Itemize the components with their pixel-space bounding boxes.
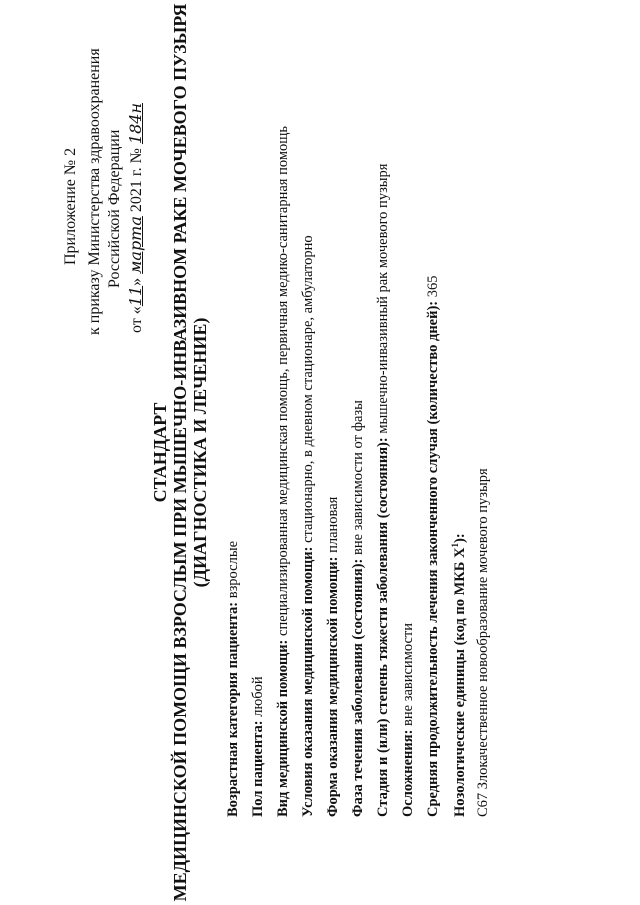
- field-label-end: ):: [451, 533, 468, 543]
- field-care-form: [325, 497, 342, 817]
- field-label: Вид медицинской помощи:: [275, 639, 291, 817]
- footnote-marker: 1: [450, 543, 460, 548]
- field-value: плановая: [325, 496, 341, 557]
- field-icd-code: [475, 468, 492, 817]
- field-nosological-units: [450, 533, 469, 817]
- field-label: Фаза течения заболевания (состояния):: [350, 558, 366, 817]
- field-complications: [400, 623, 417, 817]
- field-label: Средняя продолжительность лечения законченного случая (количество дней):: [425, 300, 441, 817]
- appendix-ministry-line: Российской Федерации: [106, 129, 123, 288]
- field-care-conditions: [300, 235, 317, 817]
- date-prefix: от «: [128, 306, 145, 333]
- field-value: вне зависимости от фазы: [350, 400, 366, 559]
- field-treatment-duration: [425, 276, 442, 818]
- field-value: специализированная медицинская помощь, первичная медико-санитарная помощь: [275, 125, 291, 640]
- field-disease-stage: [375, 164, 392, 817]
- order-number: 184н: [126, 102, 145, 145]
- field-patient-sex: [250, 676, 267, 817]
- date-sep: »: [128, 277, 145, 286]
- field-care-type: [275, 126, 292, 817]
- document-title: СТАНДАРТ: [150, 402, 170, 503]
- appendix-number: Приложение № 2: [62, 147, 79, 265]
- field-label: Стадия и (или) степень тяжести заболевания (состояния):: [375, 437, 391, 817]
- field-value: взрослые: [225, 540, 241, 602]
- field-label: Возрастная категория пациента:: [225, 601, 241, 817]
- appendix-date-line: [126, 103, 146, 333]
- field-label: Форма оказания медицинской помощи:: [325, 556, 341, 817]
- field-label: Осложнения:: [400, 729, 416, 817]
- field-label: Условия оказания медицинской помощи:: [300, 546, 316, 817]
- date-month: марта: [126, 216, 145, 274]
- date-year: 2021 г. №: [128, 148, 145, 213]
- field-value: вне зависимости: [400, 622, 416, 730]
- field-value: стационарно, в дневном стационаре, амбулаторно: [300, 235, 316, 547]
- field-label: Нозологические единицы (код по МКБ X: [451, 547, 468, 817]
- field-value: 365: [425, 275, 441, 301]
- document-subtitle-line-2: (ДИАГНОСТИКА И ЛЕЧЕНИЕ): [190, 317, 210, 588]
- field-value: любой: [250, 676, 266, 721]
- field-disease-phase: [350, 400, 367, 817]
- field-value: мышечно-инвазивный рак мочевого пузыря: [375, 163, 391, 438]
- document-subtitle-line-1: МЕДИЦИНСКОЙ ПОМОЩИ ВЗРОСЛЫМ ПРИ МЫШЕЧНО-ИНВАЗИВНОМ РАКЕ МОЧЕВОГО ПУЗЫРЯ: [170, 3, 190, 902]
- appendix-order-line: к приказу Министерства здравоохранения: [86, 48, 103, 335]
- field-value: C67 Злокачественное новообразование мочевого пузыря: [475, 468, 491, 817]
- field-label: Пол пациента:: [250, 720, 266, 817]
- date-day: 11: [126, 285, 145, 307]
- field-age-category: [225, 541, 242, 817]
